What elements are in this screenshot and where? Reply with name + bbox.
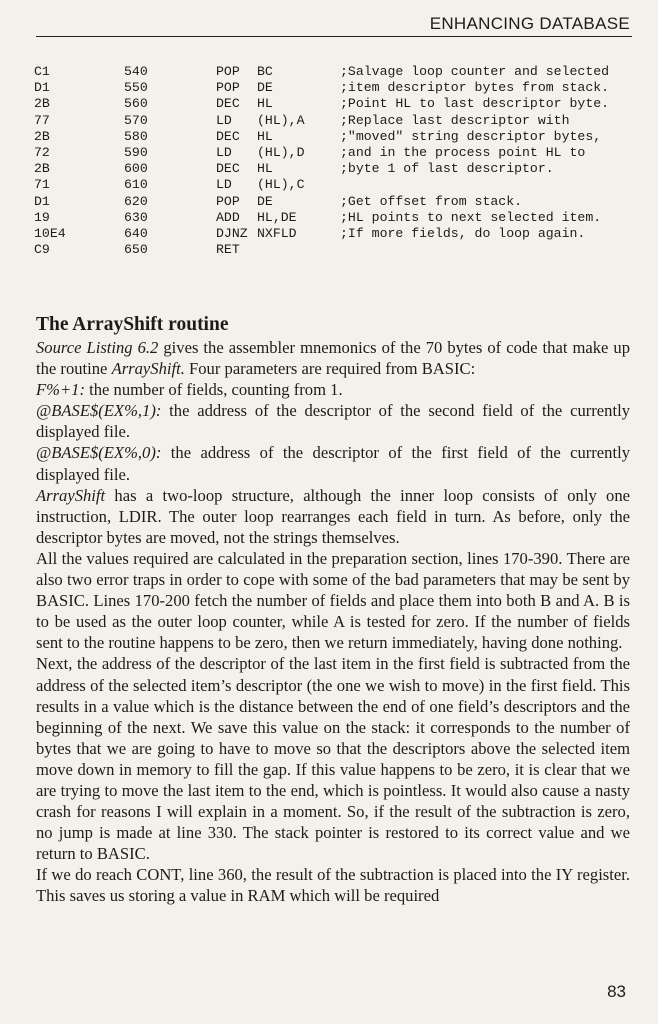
listing-row: [34, 64, 634, 80]
listing-row: [34, 129, 634, 145]
comment: ;Replace last descriptor with: [340, 112, 570, 128]
comment: ;If more fields, do loop again.: [340, 225, 586, 241]
operand: HL: [257, 128, 273, 144]
mnemonic: DJNZ: [216, 225, 248, 241]
operand: HL,DE: [257, 209, 297, 225]
hex-code: D1: [34, 80, 50, 96]
hex-code: 2B: [34, 128, 50, 144]
operand: DE: [257, 193, 273, 209]
hex-code: 71: [34, 177, 50, 193]
comment: ;item descriptor bytes from stack.: [340, 80, 610, 96]
listing-row: [34, 113, 634, 129]
hex-code: 72: [34, 144, 50, 160]
parameter-3: @BASE$(EX%,0): the address of the descriptor of the first field of the currently displayed file.: [36, 443, 630, 484]
parameter-2: @BASE$(EX%,1): the address of the descriptor of the second field of the currently displayed file.: [36, 401, 630, 442]
mnemonic: LD: [216, 112, 232, 128]
comment: ;"moved" string descriptor bytes,: [340, 128, 602, 144]
listing-row: [34, 96, 634, 112]
listing-row: [34, 161, 634, 177]
hex-code: D1: [34, 193, 50, 209]
assembler-listing: [34, 64, 634, 258]
operand: BC: [257, 64, 273, 79]
mnemonic: DEC: [216, 96, 240, 112]
line-number: 610: [124, 177, 148, 193]
hex-code: C1: [34, 64, 50, 79]
mnemonic: LD: [216, 144, 232, 160]
comment: ;Get offset from stack.: [340, 193, 523, 209]
body-text: [36, 337, 630, 907]
hex-code: 2B: [34, 96, 50, 112]
listing-row: [34, 177, 634, 193]
section-heading: The ArrayShift routine: [36, 314, 229, 335]
listing-reference: Source Listing 6.2: [36, 338, 159, 357]
comment: ;Point HL to last descriptor byte.: [340, 96, 610, 112]
routine-name: ArrayShift: [36, 485, 106, 505]
listing-row: [34, 242, 634, 258]
mnemonic: RET: [216, 242, 240, 258]
parameter-1: F%+1: the number of fields, counting from 1.: [36, 380, 343, 400]
paragraph-preparation: All the values required are calculated in the preparation section, lines 170-390. There are also two error traps in order to cope with some of the bad parameters that may be sent by BASIC. Lines 170-200 fetch the number of fields and place them into both B and A. B is to be used as the outer loop counter, while A is tested for zero. If the number of fields sent to the routine happens to be zero, then we return immediately, having done nothing.: [36, 548, 630, 653]
paragraph-cont: If we do reach CONT, line 360, the result of the subtraction is placed into the IY register. This saves us storing a value in RAM which will be required: [36, 865, 630, 906]
mnemonic: DEC: [216, 161, 240, 177]
line-number: 590: [124, 144, 148, 160]
mnemonic: DEC: [216, 128, 240, 144]
mnemonic: POP: [216, 80, 240, 96]
parameter-name: @BASE$(EX%,0):: [36, 443, 162, 463]
comment: ;HL points to next selected item.: [340, 209, 602, 225]
listing-row: [34, 226, 634, 242]
mnemonic: POP: [216, 193, 240, 209]
line-number: 560: [124, 96, 148, 112]
hex-code: 2B: [34, 161, 50, 177]
hex-code: 10E4: [34, 225, 66, 241]
parameter-name: @BASE$(EX%,1):: [36, 401, 162, 421]
line-number: 580: [124, 128, 148, 144]
line-number: 620: [124, 193, 148, 209]
listing-row: [34, 194, 634, 210]
paragraph-intro: Source Listing 6.2 gives the assembler mnemonics of the 70 bytes of code that make up the routine ArrayShift. Four parameters are required from BASIC:: [36, 338, 630, 379]
paragraph-subtraction: Next, the address of the descriptor of the last item in the first field is subtracted from the address of the selected item’s descriptor (the one we wish to move) in the first field. This results in a value which is the distance between the end of one field’s descriptors and the beginning of the next. We save this value on the stack: it corresponds to the number of bytes that we are going to have to move so that the descriptors above the selected item move down in memory to fill the gap. If this value happens to be zero, it is clear that we are trying to move the last item to the end, which is pointless. It would also cause a nasty crash for reasons I will explain in a moment. So, if the result of the subtraction is zero, no jump is made at line 330. The stack pointer is restored to its correct value and we return to BASIC.: [36, 654, 630, 864]
hex-code: 19: [34, 209, 50, 225]
operand: HL: [257, 96, 273, 112]
line-number: 540: [124, 64, 148, 79]
listing-row: [34, 210, 634, 226]
operand: (HL),A: [257, 112, 305, 128]
line-number: 600: [124, 161, 148, 177]
operand: (HL),C: [257, 177, 305, 193]
operand: DE: [257, 80, 273, 96]
operand: (HL),D: [257, 144, 305, 160]
line-number: 550: [124, 80, 148, 96]
page-number: 83: [607, 982, 626, 1001]
mnemonic: LD: [216, 177, 232, 193]
parameter-name: F%+1:: [36, 380, 85, 400]
operand: HL: [257, 161, 273, 177]
operand: NXFLD: [257, 225, 297, 241]
comment: ;and in the process point HL to: [340, 144, 586, 160]
running-header: [36, 12, 632, 37]
paragraph-structure: ArrayShift has a two-loop structure, although the inner loop consists of only one instruction, LDIR. The outer loop rearranges each field in turn. As before, only the descriptor bytes are moved, not the strings themselves.: [36, 485, 630, 547]
comment: ;Salvage loop counter and selected: [340, 64, 610, 79]
mnemonic: ADD: [216, 209, 240, 225]
line-number: 650: [124, 242, 148, 258]
hex-code: C9: [34, 242, 50, 258]
running-title: ENHANCING DATABASE: [429, 14, 630, 33]
routine-name: ArrayShift.: [111, 359, 185, 379]
hex-code: 77: [34, 112, 50, 128]
mnemonic: POP: [216, 64, 240, 79]
listing-row: [34, 80, 634, 96]
line-number: 630: [124, 209, 148, 225]
listing-row: [34, 145, 634, 161]
line-number: 640: [124, 225, 148, 241]
line-number: 570: [124, 112, 148, 128]
comment: ;byte 1 of last descriptor.: [340, 161, 554, 177]
